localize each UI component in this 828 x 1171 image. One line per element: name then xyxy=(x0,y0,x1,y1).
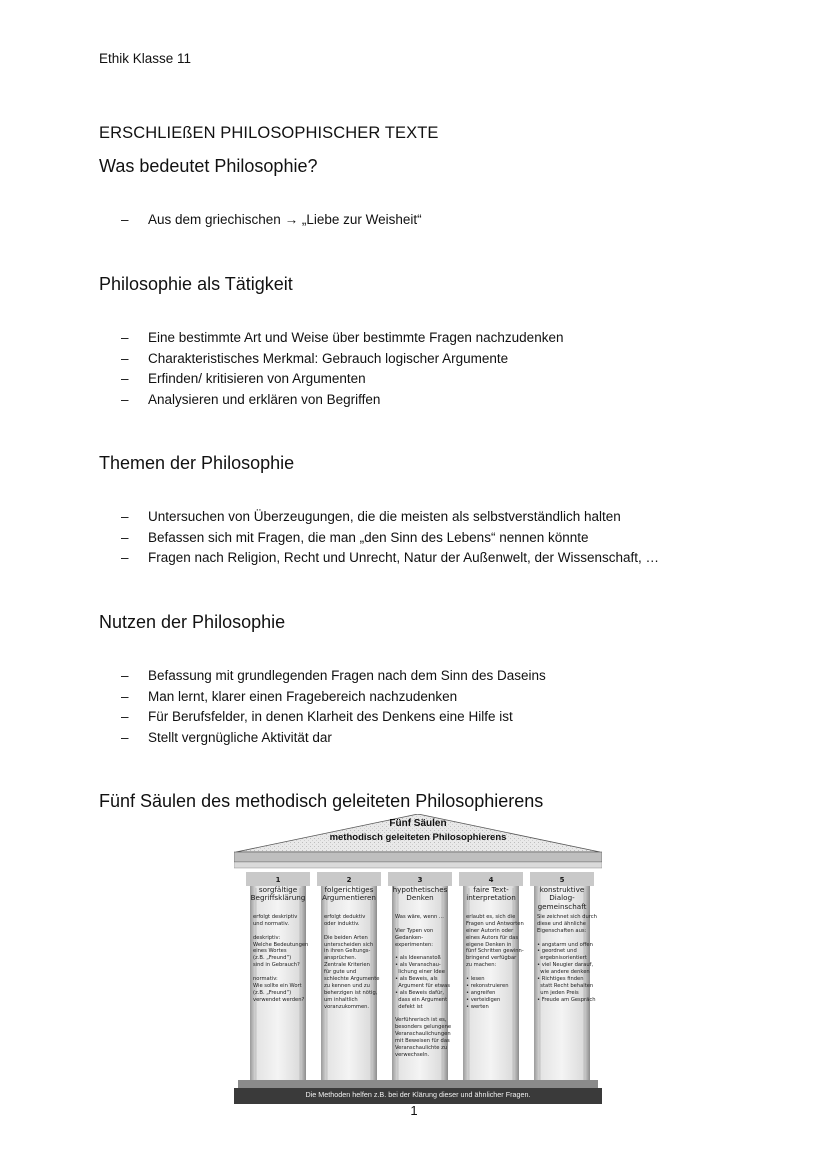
pillar-body-line: in ihren Geltungs- xyxy=(324,948,371,955)
pillar-body-line: voranzukommen. xyxy=(324,1003,370,1010)
pillar-body-line: Veranschaulichungen xyxy=(395,1031,451,1038)
pillar-body-line: sind in Gebrauch? xyxy=(253,962,300,969)
pillar-number: 2 xyxy=(346,876,352,884)
heading-nutzen: Nutzen der Philosophie xyxy=(99,612,286,632)
pillar-body-line: Eigenschaften aus: xyxy=(537,927,587,934)
heading-taetigkeit: Philosophie als Tätigkeit xyxy=(99,274,293,294)
pillar-body-line: • geordnet und xyxy=(537,948,577,955)
pillar-body-line xyxy=(253,928,305,935)
heading-saeulen: Fünf Säulen des methodisch geleiteten Philosophierens xyxy=(99,791,544,811)
list-taetigkeit xyxy=(121,328,563,410)
pillar-body-line: normativ: xyxy=(253,976,278,983)
pillar-title-line: sorgfältige xyxy=(258,885,298,894)
temple-base-top xyxy=(238,1080,598,1088)
document-title: ERSCHLIEßEN PHILOSOPHISCHER TEXTE xyxy=(99,124,439,142)
pillar-body-line: erfolgt deskriptiv xyxy=(253,914,298,920)
pillar-body-line: • als Beweis, als xyxy=(395,976,438,983)
pillar-body-line: Wie sollte ein Wort xyxy=(253,982,302,989)
list-item: – Charakteristisches Merkmal: Gebrauch logischer Argumente xyxy=(121,350,509,366)
pillar-body-line: Zentrale Kriterien xyxy=(324,962,370,969)
pillar-body-line: Welche Bedeutungen xyxy=(253,941,309,948)
pillar-body-line: • rekonstruieren xyxy=(466,982,509,989)
pillar-body-line xyxy=(395,921,447,928)
pillar-body-line: oder induktiv. xyxy=(324,920,360,927)
pillar-body-line: mit Beweisen für das xyxy=(395,1038,450,1045)
pillar-body-line: statt Recht behalten xyxy=(537,982,594,989)
list-item: – Befassung mit grundlegenden Fragen nach dem Sinn des Daseins xyxy=(121,668,546,683)
pillar-body-line: Veranschaulichte zu xyxy=(395,1044,448,1051)
pillar-body-line xyxy=(466,969,518,976)
pillar-body-line: • angreifen xyxy=(466,989,496,996)
pillar-body-line: verwendet werden? xyxy=(253,996,305,1003)
pillar-body-line: • viel Neugier darauf, xyxy=(537,962,594,969)
pillar-body-line: • verteidigen xyxy=(466,996,501,1003)
pillar-body-line: verwechseln. xyxy=(395,1051,430,1058)
pillar-title-line: folgerichtiges xyxy=(324,885,374,894)
temple-title-line1: Fünf Säulen xyxy=(389,818,447,829)
architrave xyxy=(234,852,602,862)
pillar-body-line: eines Autors für das xyxy=(466,934,519,941)
pillar-body-line: deskriptiv: xyxy=(253,934,281,941)
pillar-title-line: faire Text- xyxy=(473,885,509,894)
pillar-body xyxy=(324,914,380,1010)
pillar-title xyxy=(534,886,590,911)
pillar-title xyxy=(392,886,448,903)
pillar-body-line xyxy=(395,1010,447,1017)
pillar-body-line: Argument für etwas xyxy=(395,982,450,989)
pillar-body-line: um jeden Preis xyxy=(537,989,579,996)
pillar-body-line: ansprüchen. xyxy=(324,955,357,962)
pillar-body-line: fünf Schritten gewinn- xyxy=(466,948,524,955)
pillar-body-line: für gute und xyxy=(324,969,357,976)
pillar-body-line: zu kennen und zu xyxy=(324,982,370,989)
list-item: – Stellt vergnügliche Aktivität dar xyxy=(121,729,332,745)
pillar-body-line: um inhaltlich xyxy=(324,996,358,1003)
pillar-title-line: Denken xyxy=(406,893,434,903)
pillar-number: 5 xyxy=(559,876,565,884)
list-item: – Man lernt, klarer einen Fragebereich nachzudenken xyxy=(121,688,458,704)
pillar-body-line: Vier Typen von xyxy=(395,927,434,934)
pillar-body-line: zu machen: xyxy=(466,962,497,969)
list-item: – Eine bestimmte Art und Weise über bestimmte Fragen nachzudenken xyxy=(121,330,564,345)
pillar-body-line: (z.B. „Freund“) xyxy=(253,989,292,996)
list-item: – Analysieren und erklären von Begriffen xyxy=(121,391,381,407)
pillar-body-line: • als Ideenanstoß xyxy=(395,955,441,962)
pillar-title-line: Begriffsklärung xyxy=(250,893,306,903)
pillar-body-line: dass ein Argument xyxy=(395,996,448,1003)
pillar-body-line xyxy=(395,948,447,955)
pillar-number: 3 xyxy=(417,876,423,884)
pillar-body-line: ergebnisorientiert xyxy=(537,955,587,962)
temple-title-line2: methodisch geleiteten Philosophierens xyxy=(329,832,507,843)
pillar-title xyxy=(250,886,306,903)
pillar-title-line: interpretation xyxy=(466,893,516,903)
pillar-title-line: konstruktive xyxy=(539,885,585,894)
pillar-body-line: Verführerisch ist es, xyxy=(395,1017,447,1024)
pillar-body-line: einer Autorin oder xyxy=(466,927,514,934)
pillar-body-line: • angstarm und offen xyxy=(537,941,593,948)
page-header: Ethik Klasse 11 xyxy=(99,51,192,66)
pillar-body-line: • werten xyxy=(466,1003,489,1010)
list-item: – Fragen nach Religion, Recht und Unrecht, Natur der Außenwelt, der Wissenschaft, … xyxy=(121,550,659,565)
list-themen xyxy=(121,507,659,569)
pillar-title-line: Dialog- xyxy=(549,893,575,903)
pillar-body-line: unterscheiden sich xyxy=(324,941,374,948)
pillar-body-line: eigene Denken in xyxy=(466,941,512,948)
pillar-body xyxy=(253,914,309,1004)
list-nutzen xyxy=(121,666,546,748)
pillar-body-line: • Freude am Gespräch xyxy=(537,996,596,1003)
list-item: – Befassen sich mit Fragen, die man „den Sinn des Lebens“ nennen könnte xyxy=(121,529,589,545)
pillar-body-line: erlaubt es, sich die xyxy=(466,914,516,920)
list-item: – Für Berufsfelder, in denen Klarheit des Denkens eine Hilfe ist xyxy=(121,709,513,724)
pillar-body-line: erfolgt deduktiv xyxy=(324,914,366,920)
list-was-bedeutet xyxy=(121,210,422,231)
pillar-body-line xyxy=(253,969,305,976)
pillar-body-line: Die beiden Arten xyxy=(324,934,368,941)
pillar-body-line: wie andere denken xyxy=(537,969,590,976)
pillar-body xyxy=(537,914,597,1004)
pillar-body-line xyxy=(324,928,376,935)
pillar-title xyxy=(463,886,519,903)
pillar-body-line: • als Veranschau- xyxy=(395,962,441,969)
pillar-body-line: beherzigen ist nötig, xyxy=(324,989,378,996)
pillar-body-line: schlechte Argumente xyxy=(324,976,380,983)
pillar-number: 1 xyxy=(275,876,281,884)
pillar-body-line: • Richtiges finden xyxy=(537,976,584,983)
pillar-body-line: • als Beweis dafür, xyxy=(395,989,445,996)
pillar-body-line: (z.B. „Freund“) xyxy=(253,955,292,962)
pillar-body-line xyxy=(537,935,589,942)
heading-themen: Themen der Philosophie xyxy=(99,453,295,473)
list-item: – Erfinden/ kritisieren von Argumenten xyxy=(121,371,366,386)
pillar-body-line: experimenten: xyxy=(395,941,434,948)
pillar-body xyxy=(395,914,452,1059)
pillar-title-line: gemeinschaft xyxy=(537,901,587,911)
pillar-body-line: Fragen und Antworten xyxy=(466,920,524,927)
pillar-title-line: Argumentieren xyxy=(322,893,376,903)
pillar-body-line: eines Wortes xyxy=(253,948,287,955)
pillar-body-line: Sie zeichnet sich durch xyxy=(537,914,597,920)
heading-was-bedeutet: Was bedeutet Philosophie? xyxy=(99,156,318,176)
pillar-body-line: diese und ähnliche xyxy=(537,920,586,927)
list-item: – Untersuchen von Überzeugungen, die die meisten als selbstverständlich halten xyxy=(121,509,621,524)
pillar-title xyxy=(321,886,377,903)
pillar-body-line: bringend verfügbar xyxy=(466,955,517,962)
pillar-body-line: Gedanken- xyxy=(395,934,424,941)
five-pillars-diagram xyxy=(234,814,602,1104)
list-item: – Aus dem griechischen → „Liebe zur Weisheit“ xyxy=(121,212,422,227)
pillar-number: 4 xyxy=(488,876,494,884)
pillar-body-line: und normativ. xyxy=(253,920,290,927)
pillar-body-line: defekt ist xyxy=(395,1003,423,1010)
pillar-body-line: Was wäre, wenn ... xyxy=(395,914,444,920)
temple-footer: Die Methoden helfen z.B. bei der Klärung dieser und ähnlicher Fragen. xyxy=(305,1090,531,1099)
pillar-body-line: • lesen xyxy=(466,976,485,983)
pillar-body-line: lichung einer Idee xyxy=(395,969,445,976)
pillar-body xyxy=(466,914,524,1010)
pillar-body-line: besonders gelungene xyxy=(395,1024,452,1031)
pillar-title-line: hypothetisches xyxy=(392,885,448,894)
page-number: 1 xyxy=(410,1103,418,1118)
